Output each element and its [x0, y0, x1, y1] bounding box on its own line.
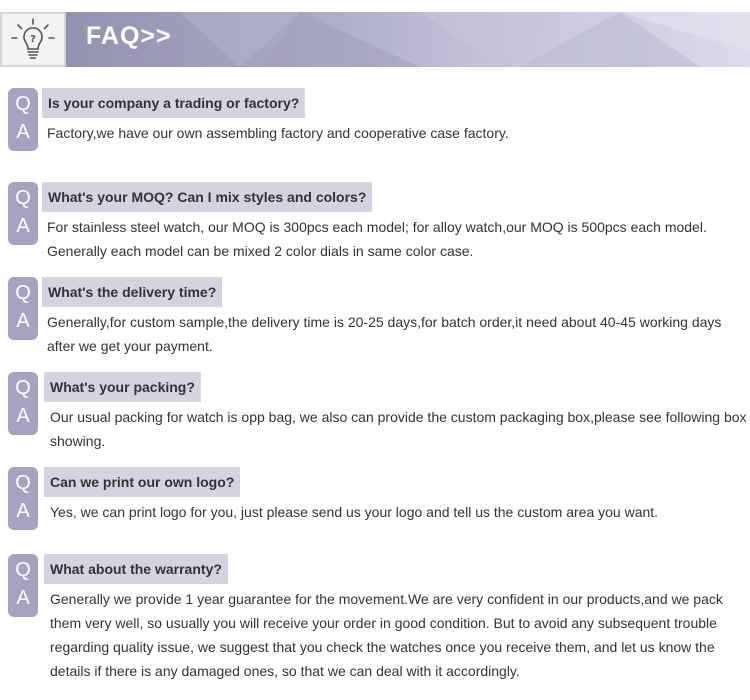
faq-answer: Factory,we have our own assembling factory and cooperative case factory. [47, 125, 509, 141]
a-marker: A [16, 500, 30, 522]
q-marker: Q [15, 377, 31, 399]
a-marker: A [16, 310, 30, 332]
a-marker: A [16, 587, 30, 609]
qa-marker [8, 554, 38, 617]
faq-question: What's your MOQ? Can I mix styles and colors? [42, 182, 372, 212]
qa-marker [8, 467, 38, 530]
lightbulb-icon-box [0, 12, 66, 67]
faq-answer: Our usual packing for watch is opp bag, we also can provide the custom packaging box,please see following box showing. [50, 409, 747, 449]
q-marker: Q [15, 282, 31, 304]
q-marker: Q [15, 472, 31, 494]
faq-question: What's your packing? [44, 372, 201, 402]
svg-text:?: ? [30, 33, 36, 45]
q-marker: Q [15, 93, 31, 115]
faq-question: What's the delivery time? [42, 277, 222, 307]
faq-answer: Generally we provide 1 year guarantee for the movement.We are very confident in our products,and we pack them very well, so usually you will receive your order in good condition. But to avoid any subsequent trouble regarding quality issue, we suggest that you check the watches once you receive them, and let us know the details if there is any damaged ones, so that we can deal with it accordingly. [50, 591, 723, 679]
q-marker: Q [15, 187, 31, 209]
lightbulb-icon [10, 17, 56, 63]
a-marker: A [16, 405, 30, 427]
faq-answer: Yes, we can print logo for you, just please send us your logo and tell us the custom area you want. [50, 504, 659, 520]
faq-answer: Generally,for custom sample,the delivery time is 20-25 days,for batch order,it need about 40-45 working days after we get your payment. [47, 314, 722, 354]
q-marker: Q [15, 559, 31, 581]
faq-question: Can we print our own logo? [44, 467, 240, 497]
a-marker: A [16, 121, 30, 143]
qa-marker [8, 182, 38, 245]
faq-question: What about the warranty? [44, 554, 228, 584]
qa-marker [8, 277, 38, 340]
faq-answer: For stainless steel watch, our MOQ is 300pcs each model; for alloy watch,our MOQ is 500pcs each model. Generally each model can be mixed 2 color dials in same color case. [47, 219, 707, 259]
faq-question: Is your company a trading or factory? [42, 88, 305, 118]
a-marker: A [16, 215, 30, 237]
faq-title: FAQ>> [86, 22, 172, 50]
qa-marker [8, 372, 38, 435]
qa-marker [8, 88, 38, 151]
